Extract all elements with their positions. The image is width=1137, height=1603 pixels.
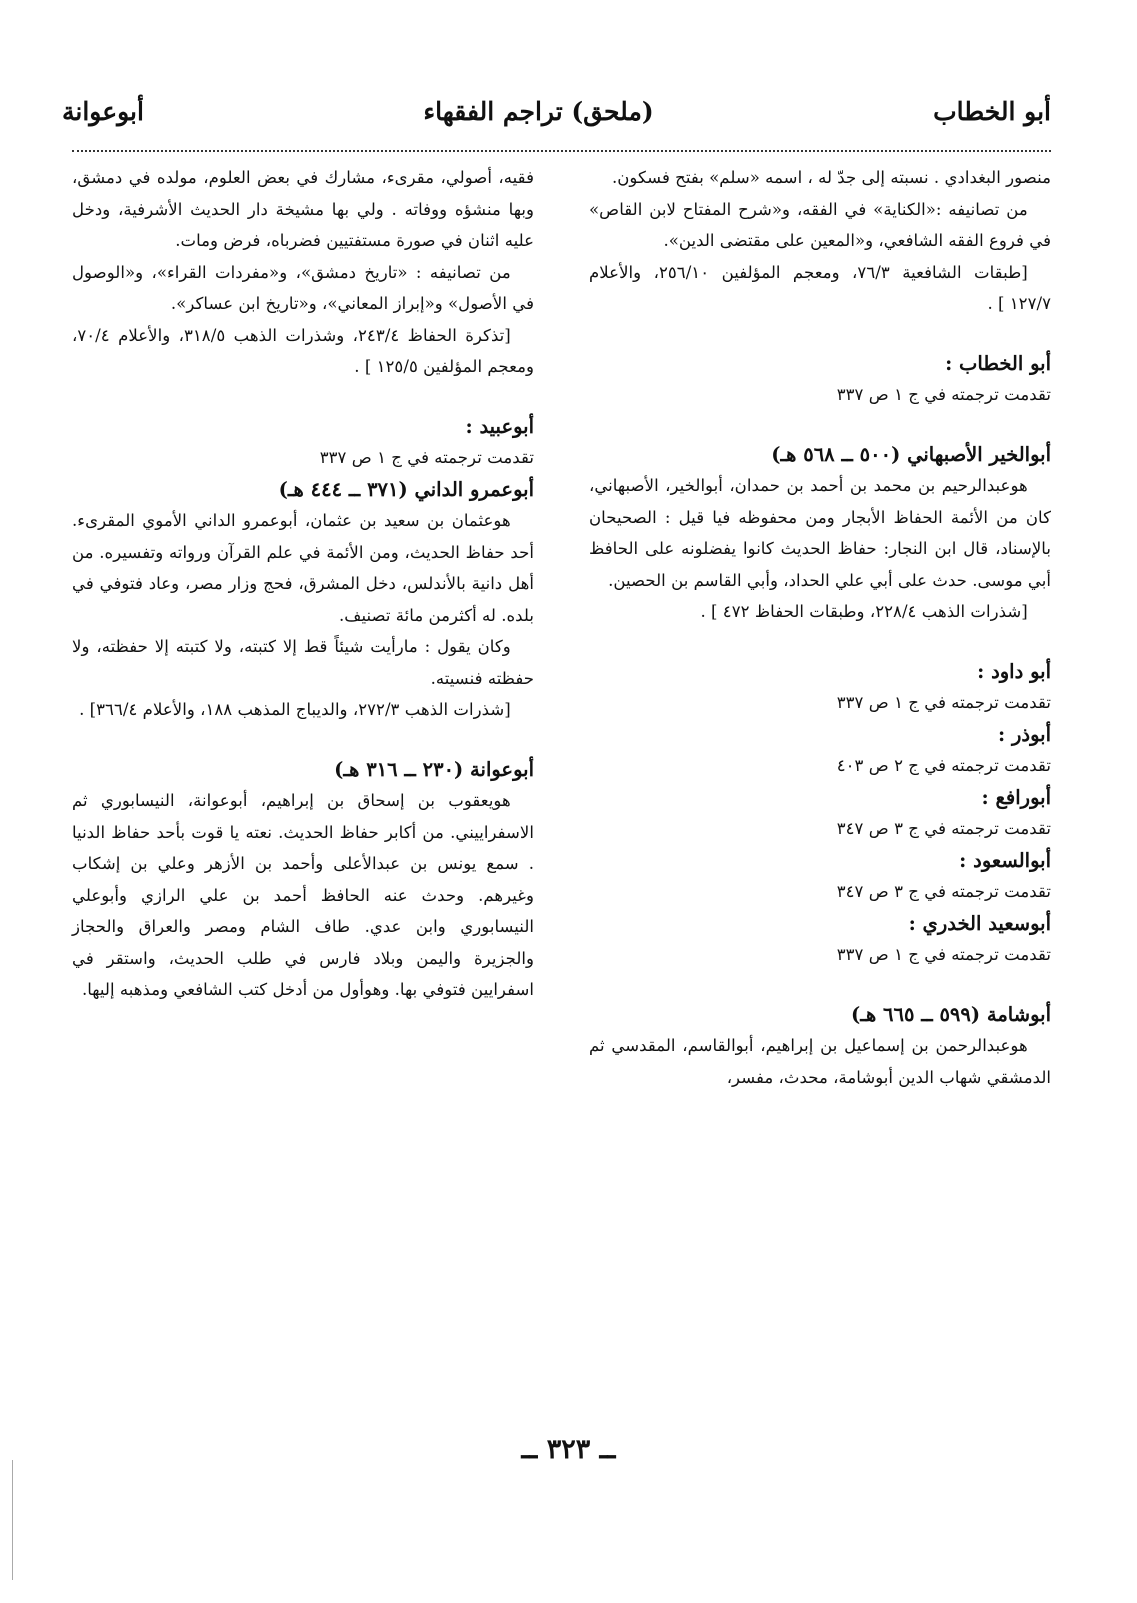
- paragraph: فقيه، أصولي، مقرىء، مشارك في بعض العلوم، مولده في دمشق، وبها منشؤه ووفاته . ولي بها مشيخة دار الحديث الأشرفية، ودخل عليه اثنان في صورة مستفتيين فضرباه، فرض ومات.: [72, 168, 534, 250]
- paragraph: تقدمت ترجمته في ج ٣ ص ٣٤٧: [836, 882, 1051, 901]
- paragraph: تقدمت ترجمته في ج ١ ص ٣٣٧: [836, 693, 1051, 712]
- paragraph: تقدمت ترجمته في ج ٢ ص ٤٠٣: [836, 756, 1051, 775]
- entry-title: أبو الخطاب :: [945, 351, 1051, 375]
- references: [تذكرة الحفاظ ٢٤٣/٤، وشذرات الذهب ٣١٨/٥، والأعلام ٧٠/٤، ومعجم المؤلفين ١٢٥/٥ ] .: [72, 325, 534, 376]
- paragraph: تقدمت ترجمته في ج ٣ ص ٣٤٧: [836, 819, 1051, 838]
- paragraph: هوعبدالرحمن بن إسماعيل بن إبراهيم، أبوالقاسم، المقدسي ثم الدمشقي شهاب الدين أبوشامة، محدث، مفسر،: [589, 1036, 1051, 1087]
- page-number: ــ ٣٢٣ ــ: [521, 1434, 616, 1465]
- running-header: [62, 86, 1051, 136]
- entry-title: أبوالخير الأصبهاني (٥٠٠ ــ ٥٦٨ هـ): [771, 442, 1051, 466]
- paragraph: هوعثمان بن سعيد بن عثمان، أبوعمرو الداني الأموي المقرىء. أحد حفاظ الحديث، ومن الأئمة في علم القرآن ورواته وتفسيره. من أهل دانية بالأندلس، دخل المشرق، فحج وزار مصر، وعاد فتوفي في بلده. له أكثرمن مائة تصنيف.: [72, 511, 534, 625]
- entry-title: أبو داود :: [977, 659, 1051, 683]
- paragraph: هويعقوب بن إسحاق بن إبراهيم، أبوعوانة، النيسابوري ثم الاسفراييني. من أكابر حفاظ الحديث. نعته يا قوت بأحد حفاظ الدنيا . سمع يونس بن عبدالأعلى وأحمد بن الأزهر وعلي بن إشكاب وغيرهم. وحدث عنه الحافظ أحمد بن علي الرازي وأبوعلي النيسابوري وابن عدي. طاف الشام ومصر والعراق والحجاز والجزيرة واليمن وبلاد فارس في طلب الحديث، واستقر في اسفرايين فتوفي بها. وهوأول من أدخل كتب الشافعي ومذهبه إليها.: [72, 791, 534, 999]
- paragraph: تقدمت ترجمته في ج ١ ص ٣٣٧: [319, 448, 534, 467]
- entry-title: أبوعوانة (٢٣٠ ــ ٣١٦ هـ): [334, 757, 534, 781]
- entry-title: أبوعمرو الداني (٣٧١ ــ ٤٤٤ هـ): [278, 477, 534, 501]
- paragraph: تقدمت ترجمته في ج ١ ص ٣٣٧: [836, 385, 1051, 404]
- paragraph: من تصانيفه :«الكناية» في الفقه، و«شرح المفتاح لابن القاص» في فروع الفقه الشافعي، و«المعين على مقتضى الدين».: [589, 199, 1051, 250]
- header-right-entry: أبو الخطاب: [933, 96, 1051, 126]
- entry-title: أبورافع :: [981, 785, 1051, 809]
- references: [شذرات الذهب ٢٢٨/٤، وطبقات الحفاظ ٤٧٢ ] .: [700, 602, 1028, 621]
- left-column: [72, 162, 534, 1006]
- header-title: (ملحق) تراجم الفقهاء: [423, 96, 654, 126]
- entry-title: أبوالسعود :: [959, 848, 1051, 872]
- references: [طبقات الشافعية ٧٦/٣، ومعجم المؤلفين ٢٥٦/١٠، والأعلام ١٢٧/٧ ] .: [589, 262, 1051, 313]
- paragraph: وكان يقول : مارأيت شيئاً قط إلا كتبته، ولا كتبته إلا حفظته، ولا حفظته فنسيته.: [72, 637, 534, 688]
- paragraph: هوعبدالرحيم بن محمد بن أحمد بن حمدان، أبوالخير، الأصبهاني، كان من الأئمة الحفاظ الأبجار ومن محفوظه فيا قيل : الصحيحان بالإسناد، قال ابن النجار: حفاظ الحديث كانوا يفضلونه على الحافظ أبي موسى. حدث على أبي علي الحداد، وأبي القاسم بن الحصين.: [589, 476, 1051, 590]
- references: [شذرات الذهب ٢٧٢/٣، والديباج المذهب ١٨٨، والأعلام ٣٦٦/٤] .: [79, 700, 511, 719]
- paragraph: منصور البغدادي . نسبته إلى جدّ له ، اسمه «سلم» بفتح فسكون.: [611, 168, 1051, 187]
- entry-title: أبوسعيد الخدري :: [908, 911, 1051, 935]
- entry-title: أبوشامة (٥٩٩ ــ ٦٦٥ هـ): [851, 1002, 1051, 1026]
- header-left-entry: أبوعوانة: [62, 96, 144, 126]
- margin-line: [12, 1460, 13, 1580]
- paragraph: من تصانيفه : «تاريخ دمشق»، و«مفردات القراء»، و«الوصول في الأصول» و«إبراز المعاني»، و«تاريخ ابن عساكر».: [72, 262, 534, 313]
- right-column: [589, 162, 1051, 1093]
- entry-title: أبوذر :: [997, 722, 1051, 746]
- header-divider: [72, 150, 1051, 152]
- entry-title: أبوعبيد :: [465, 414, 534, 438]
- paragraph: تقدمت ترجمته في ج ١ ص ٣٣٧: [836, 945, 1051, 964]
